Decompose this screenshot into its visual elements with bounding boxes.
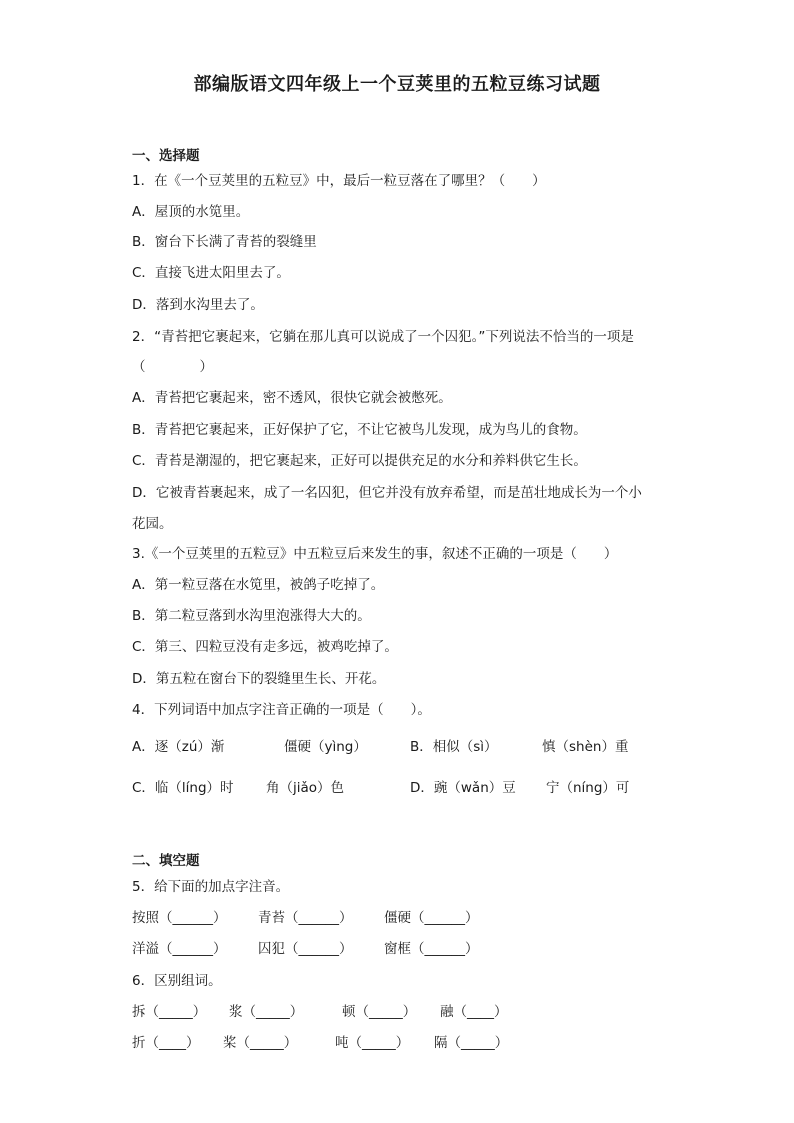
question-5-item: 囚犯（______） — [258, 941, 353, 957]
question-2-paren: （ ） — [132, 359, 213, 375]
question-6-item: 拆（_____） — [132, 1004, 207, 1020]
section-heading-choice: 一、选择题 — [132, 148, 200, 164]
question-2-option-c: C．青苔是潮湿的，把它裹起来，正好可以提供充足的水分和养料供它生长。 — [132, 453, 587, 469]
question-6-item: 折（____） — [132, 1035, 200, 1051]
question-4-option-d-word1: D．豌（wǎn）豆 — [410, 780, 516, 796]
question-4-option-d-word2: 宁（níng）可 — [546, 780, 630, 796]
question-4-stem: 4．下列词语中加点字注音正确的一项是（ ）。 — [132, 702, 431, 718]
question-4-option-a-word2: 僵硬（yìng） — [284, 739, 367, 755]
question-6-item: 隔（_____） — [434, 1035, 509, 1051]
question-6-stem: 6．区别组词。 — [132, 973, 222, 989]
question-4-option-b-word2: 慎（shèn）重 — [542, 739, 629, 755]
section-heading-fill: 二、填空题 — [132, 853, 200, 869]
page-title: 部编版语文四年级上一个豆荚里的五粒豆练习试题 — [193, 74, 601, 95]
question-5-item: 青苔（______） — [258, 910, 353, 926]
question-2-option-d: D．它被青苔裹起来，成了一名囚犯，但它并没有放弃希望，而是茁壮地成长为一个小 — [132, 485, 642, 501]
question-3-stem: 3.《一个豆荚里的五粒豆》中五粒豆后来发生的事，叙述不正确的一项是（ ） — [132, 546, 618, 562]
question-4-option-b-word1: B．相似（sì） — [410, 739, 498, 755]
question-6-item: 浆（_____） — [229, 1004, 304, 1020]
question-1-option-a: A．屋顶的水笕里。 — [132, 204, 250, 220]
question-3-option-b: B．第二粒豆落到水沟里泡涨得大大的。 — [132, 608, 371, 624]
question-4-option-c-word2: 角（jiǎo）色 — [266, 780, 345, 796]
question-5-item: 洋溢（______） — [132, 941, 227, 957]
question-1-option-d: D．落到水沟里去了。 — [132, 297, 264, 313]
question-4-option-c-word1: C．临（líng）时 — [132, 780, 234, 796]
question-2-option-d-continued: 花园。 — [132, 516, 173, 532]
question-5-stem: 5．给下面的加点字注音。 — [132, 879, 290, 895]
question-1-option-b: B．窗台下长满了青苔的裂缝里 — [132, 234, 317, 250]
question-6-item: 桨（_____） — [223, 1035, 298, 1051]
question-6-item: 顿（_____） — [342, 1004, 417, 1020]
question-2-option-a: A．青苔把它裹起来，密不透风，很快它就会被憋死。 — [132, 390, 452, 406]
question-3-option-d: D．第五粒在窗台下的裂缝里生长、开花。 — [132, 671, 386, 687]
question-3-option-c: C．第三、四粒豆没有走多远，被鸡吃掉了。 — [132, 639, 398, 655]
question-4-option-a-word1: A．逐（zú）渐 — [132, 739, 225, 755]
question-3-option-a: A．第一粒豆落在水笕里，被鸽子吃掉了。 — [132, 577, 385, 593]
question-6-item: 吨（_____） — [335, 1035, 410, 1051]
question-5-item: 窗框（______） — [384, 941, 479, 957]
question-6-item: 融（____） — [440, 1004, 508, 1020]
question-5-item: 僵硬（______） — [384, 910, 479, 926]
question-2-stem: 2．“青苔把它裹起来，它躺在那儿真可以说成了一个囚犯。”下列说法不恰当的一项是 — [132, 329, 634, 345]
question-5-item: 按照（______） — [132, 910, 227, 926]
question-2-option-b: B．青苔把它裹起来，正好保护了它，不让它被鸟儿发现，成为鸟儿的食物。 — [132, 422, 587, 438]
question-1-stem: 1．在《一个豆荚里的五粒豆》中，最后一粒豆落在了哪里？（ ） — [132, 173, 546, 189]
question-1-option-c: C．直接飞进太阳里去了。 — [132, 265, 290, 281]
